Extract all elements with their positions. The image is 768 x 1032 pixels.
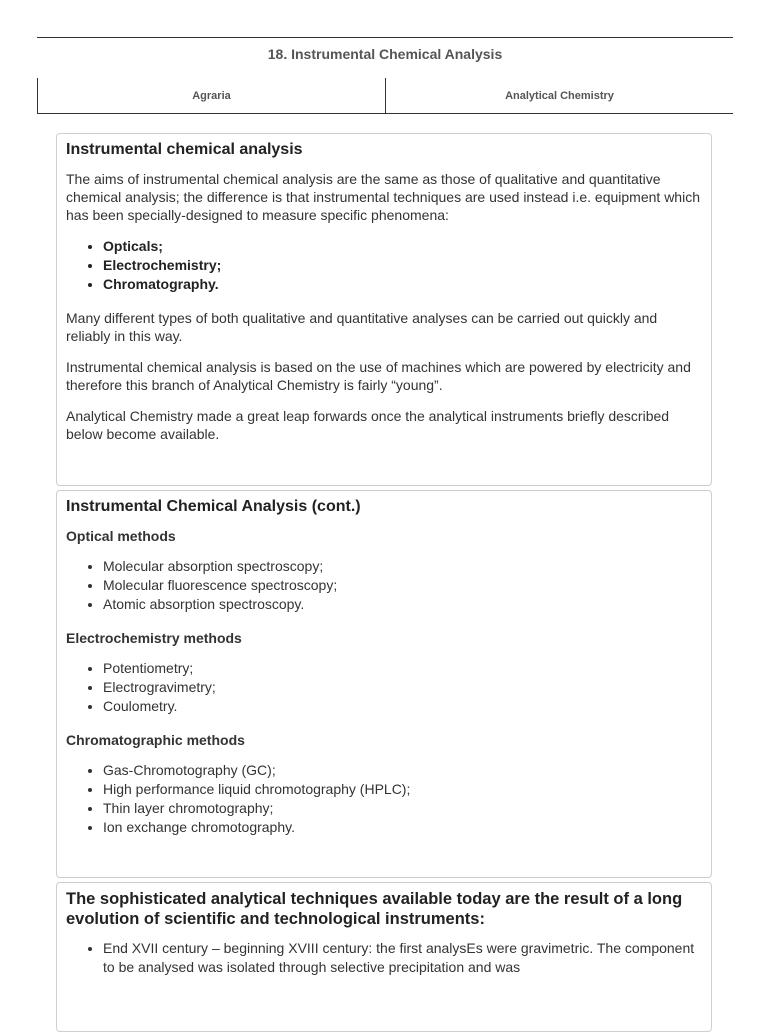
paragraph: The aims of instrumental chemical analysis are the same as those of qualitative and quantitative chemical analysis; the difference is that instrumental techniques are used instead i.e. equipment which has been specially-designed to measure specific phenomena: — [66, 171, 700, 223]
list-item: • High performance liquid chromotography (HPLC); — [103, 780, 702, 799]
list-item: • Potentiometry; — [103, 659, 702, 678]
section-card-intro — [56, 133, 712, 486]
list-item: • Coulometry. — [103, 697, 702, 716]
history-list — [66, 939, 702, 977]
technique-list — [66, 237, 702, 294]
list-item: • Gas-Chromotography (GC); — [103, 761, 702, 780]
section-heading: Instrumental chemical analysis — [66, 141, 303, 158]
section-heading: Instrumental Chemical Analysis (cont.) — [66, 498, 361, 515]
paragraph: Analytical Chemistry made a great leap forwards once the analytical instruments briefly described below become available. — [66, 408, 670, 442]
section-card-methods — [56, 490, 712, 878]
tab-agraria[interactable]: Agraria — [37, 78, 385, 113]
subheading-chromatographic: Chromatographic methods — [66, 732, 245, 748]
list-item: • Thin layer chromotography; — [103, 799, 702, 818]
section-card-history — [56, 882, 712, 1032]
electrochemistry-methods-list — [66, 659, 702, 716]
list-item: • Opticals; — [103, 237, 702, 256]
list-item: • Chromatography. — [103, 275, 702, 294]
list-item: • End XVII century – beginning XVIII century: the first analysEs were gravimetric. The component to be analysed was isolated through selective precipitation and was — [103, 939, 702, 977]
subheading-optical: Optical methods — [66, 528, 176, 544]
subheading-electrochemistry: Electrochemistry methods — [66, 630, 242, 646]
paragraph: Many different types of both qualitative and quantitative analyses can be carried out quickly and reliably in this way. — [66, 310, 658, 344]
list-item: • Atomic absorption spectroscopy. — [103, 595, 702, 614]
list-item: • Electrogravimetry; — [103, 678, 702, 697]
list-item: • Electrochemistry; — [103, 256, 702, 275]
list-item: • Molecular fluorescence spectroscopy; — [103, 576, 702, 595]
list-item: • Ion exchange chromotography. — [103, 818, 702, 837]
category-tabs — [37, 78, 733, 114]
top-divider — [37, 37, 733, 38]
paragraph: Instrumental chemical analysis is based on the use of machines which are powered by electricity and therefore this branch of Analytical Chemistry is fairly “young”. — [66, 359, 691, 393]
section-heading: The sophisticated analytical techniques available today are the result of a long evolution of scientific and technological instruments: — [66, 890, 683, 928]
optical-methods-list — [66, 557, 702, 614]
chromatographic-methods-list — [66, 761, 702, 837]
list-item: • Molecular absorption spectroscopy; — [103, 557, 702, 576]
tab-analytical-chemistry[interactable]: Analytical Chemistry — [385, 78, 733, 113]
page-title: 18. Instrumental Chemical Analysis — [267, 46, 503, 62]
